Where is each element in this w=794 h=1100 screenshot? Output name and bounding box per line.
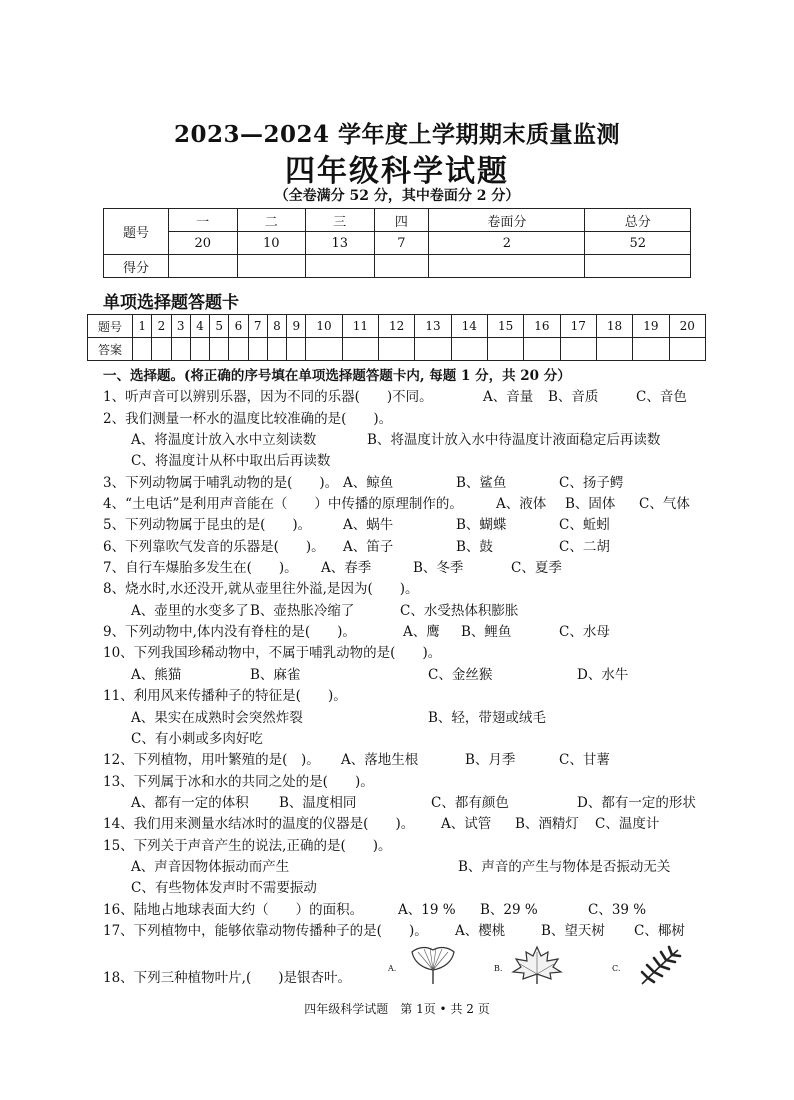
answer-card-number-12: 12 xyxy=(379,315,415,338)
option-b: B、音质 xyxy=(548,389,599,406)
question-stem: 5、下列动物属于昆虫的是( )。 xyxy=(103,517,312,534)
score-earned-3[interactable] xyxy=(306,255,375,278)
answer-card-number-20: 20 xyxy=(669,315,705,338)
option-a: A、蜗牛 xyxy=(343,517,394,534)
page-footer: 四年级科学试题 第 1页 • 共 2 页 xyxy=(304,1002,490,1016)
question-stem: 4、“土电话”是利用声音能在（ ）中传播的原理制作的。 xyxy=(103,496,463,513)
score-table-label-earned: 得分 xyxy=(104,255,169,278)
score-earned-2[interactable] xyxy=(237,255,306,278)
maple-leaf-icon xyxy=(510,944,564,992)
answer-card-answer-cell-12[interactable] xyxy=(379,338,415,361)
answer-card-answer-cell-2[interactable] xyxy=(152,338,171,361)
option-b: B、月季 xyxy=(465,752,516,769)
question-12 xyxy=(103,750,708,771)
score-points-2: 10 xyxy=(237,232,306,255)
question-15-options-c xyxy=(103,878,708,899)
answer-card-number-1: 1 xyxy=(133,315,152,338)
option-a: A、试管 xyxy=(441,816,492,833)
option-c: C、39 % xyxy=(588,901,647,918)
question-11-options-ab xyxy=(103,708,708,729)
option-a: A、都有一定的体积 xyxy=(131,794,249,811)
answer-card-answer-cell-14[interactable] xyxy=(451,338,487,361)
option-b: B、鲨鱼 xyxy=(456,474,507,491)
option-b: B、固体 xyxy=(565,496,616,513)
option-c: C. xyxy=(612,964,621,973)
answer-card-number-17: 17 xyxy=(560,315,596,338)
section-heading: 一、选择题。(将正确的序号填在单项选择题答题卡内, 每题 1 分，共 20 分） xyxy=(103,368,571,384)
option-b: B、将温度计放入水中待温度计液面稳定后再读数 xyxy=(367,432,661,449)
answer-card-number-3: 3 xyxy=(171,315,190,338)
option-c: C、蚯蚓 xyxy=(559,517,610,534)
answer-card-answer-cell-3[interactable] xyxy=(171,338,190,361)
option-b: B、冬季 xyxy=(413,560,464,577)
question-stem: 17、下列植物中，能够依靠动物传播种子的是( )。 xyxy=(103,922,428,939)
option-a: A、鲸鱼 xyxy=(343,474,394,491)
question-13-options xyxy=(103,793,708,814)
answer-card-table xyxy=(87,314,706,361)
ginkgo-leaf-icon xyxy=(408,944,458,992)
question-8-options xyxy=(103,601,708,622)
option-a: A、音量 xyxy=(483,389,534,406)
score-col-2: 二 xyxy=(237,209,306,232)
option-a: A、鹰 xyxy=(403,624,440,641)
answer-card-number-9: 9 xyxy=(287,315,306,338)
question-4 xyxy=(103,494,708,515)
score-points-5: 2 xyxy=(429,232,585,255)
answer-card-answer-cell-9[interactable] xyxy=(287,338,306,361)
answer-card-number-row xyxy=(88,315,706,338)
option-b: B、壶热胀冷缩了 xyxy=(250,602,355,619)
option-c: C、金丝猴 xyxy=(428,666,493,683)
score-points-4: 7 xyxy=(374,232,429,255)
question-5 xyxy=(103,515,708,536)
option-a: A、春季 xyxy=(321,560,372,577)
answer-card-answer-cell-18[interactable] xyxy=(596,338,632,361)
answer-card-number-7: 7 xyxy=(248,315,267,338)
option-d: D、水牛 xyxy=(577,666,629,683)
question-stem: 14、我们用来测量水结冰时的温度的仪器是( )。 xyxy=(103,816,415,833)
option-d: D、都有一定的形状 xyxy=(577,794,696,811)
question-7 xyxy=(103,558,708,579)
fern-leaf-icon xyxy=(634,944,686,992)
option-b: B、声音的产生与物体是否振动无关 xyxy=(458,858,671,875)
answer-card-number-2: 2 xyxy=(152,315,171,338)
question-stem: 7、自行车爆胎多发生在( )。 xyxy=(103,560,298,577)
question-list xyxy=(103,366,708,990)
score-col-5: 卷面分 xyxy=(429,209,585,232)
answer-card-number-10: 10 xyxy=(306,315,342,338)
option-c: C、椰树 xyxy=(634,922,685,939)
option-c: C、甘薯 xyxy=(559,752,610,769)
option-a: A、樱桃 xyxy=(455,922,506,939)
option-b: B、麻雀 xyxy=(250,666,301,683)
answer-card-answer-cell-19[interactable] xyxy=(633,338,669,361)
question-stem: 1、听声音可以辨别乐器，因为不同的乐器( )不同。 xyxy=(103,389,433,406)
option-a: A、声音因物体振动而产生 xyxy=(131,858,290,875)
option-b: B、望天树 xyxy=(541,922,605,939)
option-b: B、29 % xyxy=(480,901,538,918)
question-15 xyxy=(103,836,708,857)
question-15-options-ab xyxy=(103,857,708,878)
question-stem: 10、下列我国珍稀动物中，不属于哺乳动物的是( )。 xyxy=(103,645,442,662)
answer-card-number-15: 15 xyxy=(487,315,523,338)
score-points-3: 13 xyxy=(306,232,375,255)
option-a: A、落地生根 xyxy=(341,752,419,769)
answer-card-number-16: 16 xyxy=(524,315,560,338)
score-table-header-row xyxy=(104,209,691,232)
question-14 xyxy=(103,814,708,835)
question-stem: 16、陆地占地球表面大约（ ）的面积。 xyxy=(103,901,364,918)
answer-card-answer-cell-5[interactable] xyxy=(210,338,229,361)
option-a: A. xyxy=(388,964,397,973)
answer-card-answer-cell-16[interactable] xyxy=(524,338,560,361)
answer-card-label-question: 题号 xyxy=(88,315,133,338)
answer-card-number-19: 19 xyxy=(633,315,669,338)
answer-card-number-5: 5 xyxy=(210,315,229,338)
score-points-6: 52 xyxy=(585,232,691,255)
option-c: C、扬子鳄 xyxy=(559,474,624,491)
question-18-leaf-options xyxy=(384,944,704,988)
score-table-points-row xyxy=(104,232,691,255)
option-a: A、果实在成熟时会突然炸裂 xyxy=(131,709,303,726)
score-earned-1[interactable] xyxy=(169,255,238,278)
question-17 xyxy=(103,921,708,942)
option-a: A、笛子 xyxy=(343,538,394,555)
option-c: C、将温度计从杯中取出后再读数 xyxy=(131,453,331,470)
answer-card-number-14: 14 xyxy=(451,315,487,338)
exam-title: 四年级科学试题 xyxy=(285,154,509,189)
question-2-options-c xyxy=(103,451,708,472)
score-table xyxy=(103,208,691,278)
option-b: B、鼓 xyxy=(456,538,493,555)
score-col-1: 一 xyxy=(169,209,238,232)
question-stem: 8、烧水时,水还没开,就从壶里往外溢,是因为( )。 xyxy=(103,581,419,598)
option-b: B、鲤鱼 xyxy=(461,624,512,641)
answer-card-answer-cell-17[interactable] xyxy=(560,338,596,361)
question-stem: 11、利用风来传播种子的特征是( )。 xyxy=(103,688,347,705)
score-earned-5[interactable] xyxy=(429,255,585,278)
answer-card-answer-cell-6[interactable] xyxy=(229,338,248,361)
question-6 xyxy=(103,537,708,558)
answer-card-number-13: 13 xyxy=(415,315,451,338)
answer-card-answer-cell-11[interactable] xyxy=(342,338,378,361)
answer-card-answer-row xyxy=(88,338,706,361)
answer-card-number-6: 6 xyxy=(229,315,248,338)
score-col-3: 三 xyxy=(306,209,375,232)
answer-card-answer-cell-7[interactable] xyxy=(248,338,267,361)
question-stem: 6、下列靠吹气发音的乐器是( )。 xyxy=(103,538,325,555)
answer-card-number-4: 4 xyxy=(190,315,209,338)
question-stem: 13、下列属于冰和水的共同之处的是( )。 xyxy=(103,773,374,790)
answer-card-label-answer: 答案 xyxy=(88,338,133,361)
question-stem: 18、下列三种植物叶片,( )是银杏叶。 xyxy=(103,970,352,987)
question-stem: 3、下列动物属于哺乳动物的是( )。 xyxy=(103,474,339,491)
answer-card-answer-cell-8[interactable] xyxy=(267,338,286,361)
question-8 xyxy=(103,579,708,600)
score-table-earned-row xyxy=(104,255,691,278)
question-3 xyxy=(103,473,708,494)
question-stem: 12、下列植物，用叶繁殖的是( )。 xyxy=(103,752,320,769)
option-c: C、气体 xyxy=(639,496,690,513)
answer-card-answer-cell-15[interactable] xyxy=(487,338,523,361)
score-earned-4[interactable] xyxy=(374,255,429,278)
question-2 xyxy=(103,409,708,430)
option-c: C、夏季 xyxy=(511,560,562,577)
answer-card-title: 单项选择题答题卡 xyxy=(103,293,239,313)
question-10 xyxy=(103,643,708,664)
option-a: A、熊猫 xyxy=(131,666,182,683)
option-c: C、都有颜色 xyxy=(431,794,509,811)
option-c: C、有小刺或多肉好吃 xyxy=(131,730,263,747)
exam-subtitle: （全卷满分 52 分，其中卷面分 2 分） xyxy=(274,188,520,204)
question-stem: 2、我们测量一杯水的温度比较准确的是( )。 xyxy=(103,410,393,427)
option-c: C、水母 xyxy=(559,624,610,641)
question-16 xyxy=(103,900,708,921)
answer-card-answer-cell-20[interactable] xyxy=(669,338,705,361)
answer-card-answer-cell-13[interactable] xyxy=(415,338,451,361)
question-9 xyxy=(103,622,708,643)
option-a: A、将温度计放入水中立刻读数 xyxy=(131,432,317,449)
score-col-4: 四 xyxy=(374,209,429,232)
score-points-1: 20 xyxy=(169,232,238,255)
answer-card-number-11: 11 xyxy=(342,315,378,338)
option-b: B、蝴蝶 xyxy=(456,517,507,534)
question-11 xyxy=(103,686,708,707)
option-a: A、液体 xyxy=(496,496,547,513)
question-stem: 9、下列动物中,体内没有脊柱的是( )。 xyxy=(103,624,356,641)
score-col-6: 总分 xyxy=(585,209,691,232)
option-b: B. xyxy=(494,964,503,973)
score-earned-6[interactable] xyxy=(585,255,691,278)
answer-card-answer-cell-1[interactable] xyxy=(133,338,152,361)
score-table-label-question: 题号 xyxy=(104,209,169,255)
option-c: C、二胡 xyxy=(559,538,610,555)
option-c: C、音色 xyxy=(636,389,687,406)
question-13 xyxy=(103,772,708,793)
question-stem: 15、下列关于声音产生的说法,正确的是( )。 xyxy=(103,837,392,854)
question-10-options xyxy=(103,665,708,686)
option-b: B、酒精灯 xyxy=(515,816,579,833)
option-b: B、轻，带翅或绒毛 xyxy=(428,709,546,726)
answer-card-answer-cell-4[interactable] xyxy=(190,338,209,361)
option-a: A、19 % xyxy=(398,901,456,918)
answer-card-answer-cell-10[interactable] xyxy=(306,338,342,361)
answer-card-number-18: 18 xyxy=(596,315,632,338)
answer-card-number-8: 8 xyxy=(267,315,286,338)
option-c: C、水受热体积膨胀 xyxy=(400,602,519,619)
option-c: C、温度计 xyxy=(595,816,660,833)
question-2-options-ab xyxy=(103,430,708,451)
question-11-options-c xyxy=(103,729,708,750)
option-b: B、温度相同 xyxy=(279,794,357,811)
option-a: A、壶里的水变多了 xyxy=(131,602,249,619)
option-c: C、有些物体发声时不需要振动 xyxy=(131,880,317,897)
exam-title-year: 2023—2024 学年度上学期期末质量监测 xyxy=(173,121,621,148)
question-1 xyxy=(103,387,708,408)
